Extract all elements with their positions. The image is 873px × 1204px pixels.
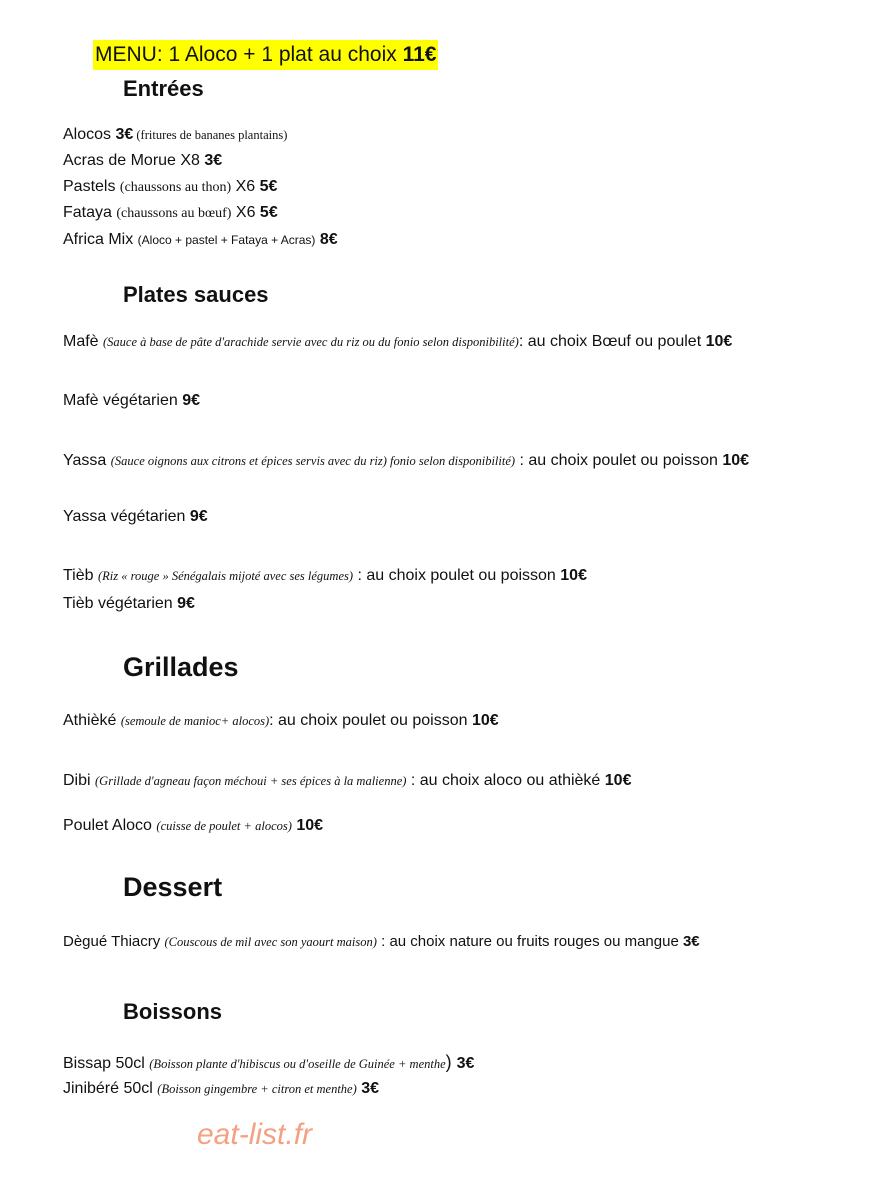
list-item: Bissap 50cl (Boisson plante d'hibiscus ou d'oseille de Guinée + menthe) 3€ [63,1052,475,1072]
list-item: Jinibéré 50cl (Boisson gingembre + citron et menthe) 3€ [63,1080,380,1097]
section-title-grillades: Grillades [123,652,239,682]
list-item: Tièb (Riz « rouge » Sénégalais mijoté avec ses légumes) : au choix poulet ou poisson 10€ [63,567,587,584]
list-item: Africa Mix (Aloco + pastel + Fataya + Acras) 8€ [63,231,338,248]
list-item: Mafè végétarien 9€ [63,392,200,409]
list-item: Athièké (semoule de manioc+ alocos): au choix poulet ou poisson 10€ [63,712,499,729]
section-title-entrees: Entrées [123,76,204,101]
menu-text: 1 Aloco + 1 plat au choix [168,43,403,66]
watermark: eat-list.fr [197,1118,313,1151]
list-item: Fataya (chaussons au bœuf) X6 5€ [63,204,278,221]
list-item: Dègué Thiacry (Couscous de mil avec son yaourt maison) : au choix nature ou fruits rouges ou mangue 3€ [63,933,700,950]
list-item: Mafè (Sauce à base de pâte d'arachide servie avec du riz ou du fonio selon disponibilité): au choix Bœuf ou poulet 10€ [63,333,733,350]
section-title-dessert: Dessert [123,872,223,902]
section-title-boissons: Boissons [123,999,223,1024]
list-item: Pastels (chaussons au thon) X6 5€ [63,178,278,195]
list-item: Dibi (Grillade d'agneau façon méchoui + ses épices à la malienne) : au choix aloco ou athièké 10€ [63,772,632,789]
list-item: Poulet Aloco (cuisse de poulet + alocos) 10€ [63,817,324,834]
menu-price: 11€ [402,43,437,66]
list-item: Acras de Morue X8 3€ [63,152,223,169]
list-item: Yassa (Sauce oignons aux citrons et épices servis avec du riz) fonio selon disponibilité) : au choix poulet ou poisson 10€ [63,452,750,469]
list-item: Tièb végétarien 9€ [63,595,195,612]
menu-label: MENU: [95,43,169,66]
menu-formula [93,40,438,70]
list-item: Alocos 3€ (fritures de bananes plantains) [63,126,288,143]
section-title-plats: Plates sauces [123,282,269,307]
list-item: Yassa végétarien 9€ [63,508,208,525]
